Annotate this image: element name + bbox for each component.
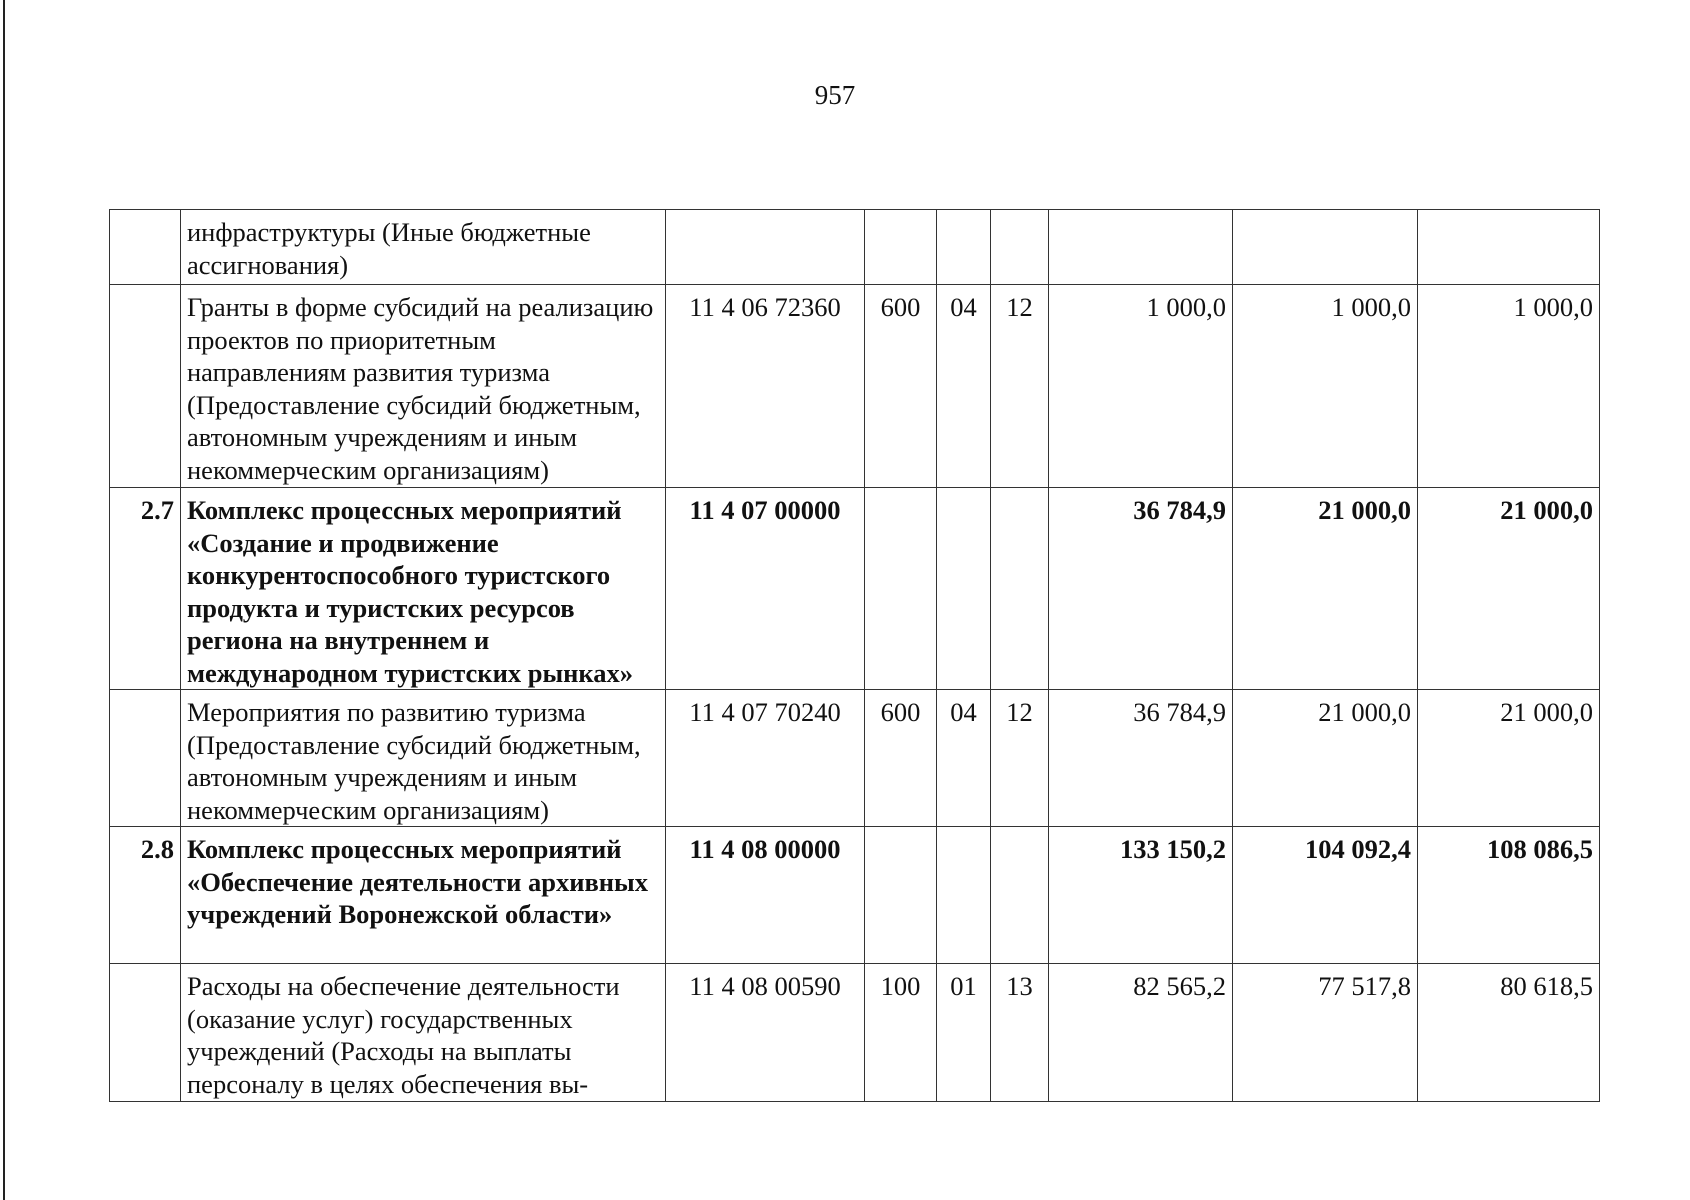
amount-year1-cell: 36 784,9	[1049, 690, 1233, 827]
amount-year3-cell: 21 000,0	[1418, 488, 1600, 690]
row-name-cell: Мероприятия по развитию туризма (Предоставление субсидий бюджетным, автономным учреждениям и иным некоммерческим организациям)	[181, 690, 666, 827]
subsection-cell	[991, 827, 1049, 964]
table-row	[110, 210, 1600, 285]
amount-year3-cell: 21 000,0	[1418, 690, 1600, 827]
amount-year2-cell: 1 000,0	[1233, 285, 1418, 488]
target-article-cell: 11 4 08 00590	[666, 964, 865, 1102]
row-number-cell	[110, 964, 181, 1102]
budget-table	[109, 209, 1600, 1102]
subsection-cell	[991, 488, 1049, 690]
subsection-cell: 12	[991, 690, 1049, 827]
amount-year1-cell: 133 150,2	[1049, 827, 1233, 964]
row-name-cell: Гранты в форме субсидий на реализацию проектов по приоритетным направлениям развития туризма (Предоставление субсидий бюджетным, автономным учреждениям и иным некоммерческим организациям)	[181, 285, 666, 488]
expense-type-cell: 600	[865, 690, 937, 827]
amount-year3-cell: 108 086,5	[1418, 827, 1600, 964]
expense-type-cell: 100	[865, 964, 937, 1102]
table-row	[110, 488, 1600, 690]
expense-type-cell: 600	[865, 285, 937, 488]
subsection-cell	[991, 210, 1049, 285]
amount-year1-cell: 1 000,0	[1049, 285, 1233, 488]
amount-year3-cell	[1418, 210, 1600, 285]
row-number-cell	[110, 210, 181, 285]
expense-type-cell	[865, 488, 937, 690]
section-cell	[937, 210, 991, 285]
table-row	[110, 827, 1600, 964]
subsection-cell: 12	[991, 285, 1049, 488]
row-name-cell: Комплекс процессных мероприятий «Создание и продвижение конкурентоспособного туристского продукта и туристских ресурсов региона на внутреннем и международном туристских рынках»	[181, 488, 666, 690]
section-cell	[937, 827, 991, 964]
row-name-cell: Комплекс процессных мероприятий «Обеспечение деятельности архивных учреждений Воронежской области»	[181, 827, 666, 964]
amount-year2-cell: 21 000,0	[1233, 488, 1418, 690]
expense-type-cell	[865, 827, 937, 964]
target-article-cell	[666, 210, 865, 285]
amount-year2-cell: 104 092,4	[1233, 827, 1418, 964]
target-article-cell: 11 4 07 00000	[666, 488, 865, 690]
target-article-cell: 11 4 07 70240	[666, 690, 865, 827]
target-article-cell: 11 4 06 72360	[666, 285, 865, 488]
amount-year1-cell: 82 565,2	[1049, 964, 1233, 1102]
amount-year1-cell: 36 784,9	[1049, 488, 1233, 690]
table-row	[110, 964, 1600, 1102]
row-number-cell: 2.8	[110, 827, 181, 964]
subsection-cell: 13	[991, 964, 1049, 1102]
amount-year2-cell: 77 517,8	[1233, 964, 1418, 1102]
page-edge-line	[3, 0, 5, 1200]
section-cell: 04	[937, 690, 991, 827]
page-number: 957	[814, 80, 856, 110]
row-number-cell: 2.7	[110, 488, 181, 690]
row-name-cell: Расходы на обеспечение деятельности (оказание услуг) государственных учреждений (Расходы на выплаты персоналу в целях обеспечения вы-	[181, 964, 666, 1102]
row-number-cell	[110, 690, 181, 827]
row-number-cell	[110, 285, 181, 488]
amount-year2-cell	[1233, 210, 1418, 285]
section-cell: 01	[937, 964, 991, 1102]
amount-year3-cell: 1 000,0	[1418, 285, 1600, 488]
row-name-cell: инфраструктуры (Иные бюджетные ассигнования)	[181, 210, 666, 285]
amount-year2-cell: 21 000,0	[1233, 690, 1418, 827]
table-row	[110, 690, 1600, 827]
amount-year1-cell	[1049, 210, 1233, 285]
expense-type-cell	[865, 210, 937, 285]
section-cell	[937, 488, 991, 690]
target-article-cell: 11 4 08 00000	[666, 827, 865, 964]
table-row	[110, 285, 1600, 488]
amount-year3-cell: 80 618,5	[1418, 964, 1600, 1102]
section-cell: 04	[937, 285, 991, 488]
